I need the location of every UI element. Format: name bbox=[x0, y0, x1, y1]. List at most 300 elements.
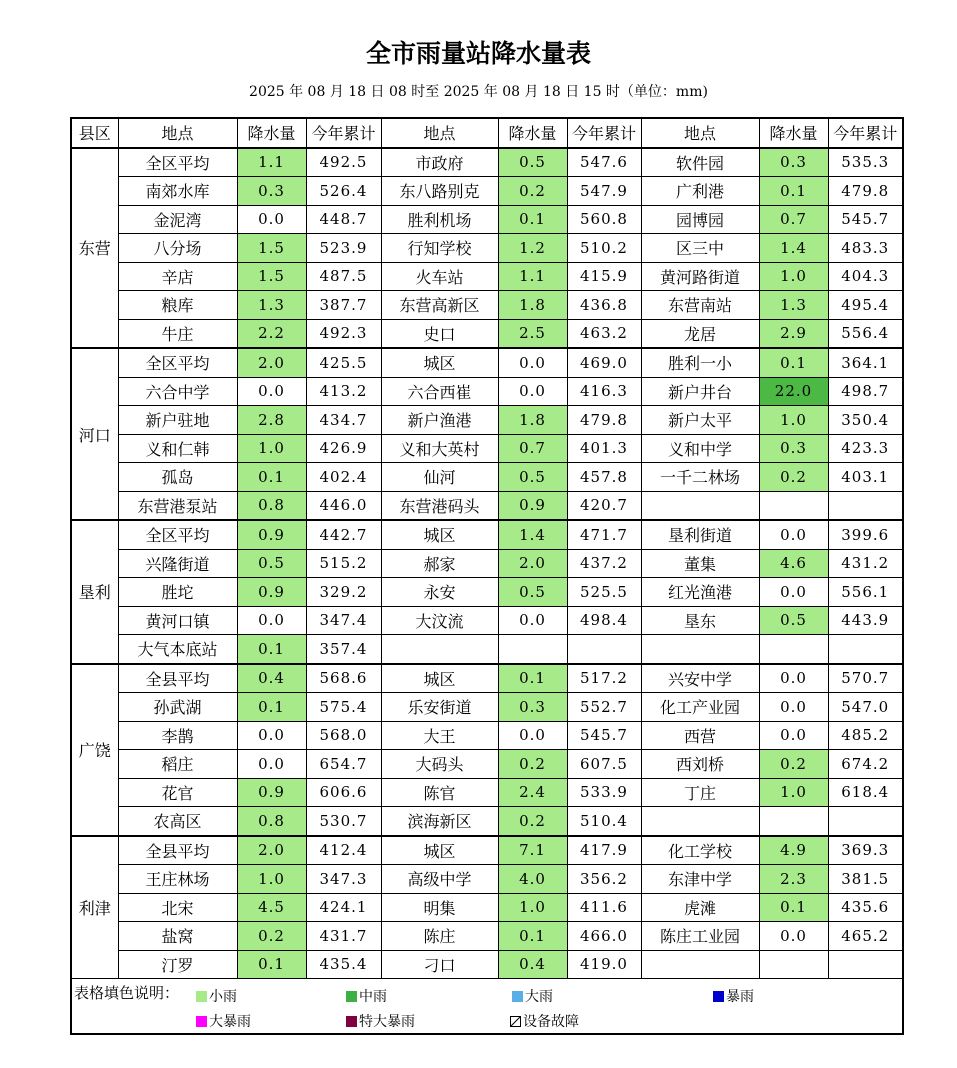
rainfall-value: 2.2 bbox=[237, 319, 306, 348]
table-row bbox=[71, 205, 903, 234]
cumulative-value: 515.2 bbox=[306, 549, 381, 578]
cumulative-value: 435.4 bbox=[306, 950, 381, 979]
legend-item-heavy-rainstorm bbox=[196, 1011, 251, 1031]
cumulative-value: 606.6 bbox=[306, 778, 381, 807]
station-name: 仙河 bbox=[381, 463, 498, 492]
header-row bbox=[71, 118, 903, 148]
cumulative-value: 465.2 bbox=[828, 922, 903, 951]
rainfall-value: 2.0 bbox=[237, 836, 306, 865]
cumulative-value: 415.9 bbox=[567, 262, 641, 291]
station-name: 大王 bbox=[381, 721, 498, 750]
cumulative-value: 411.6 bbox=[567, 893, 641, 922]
average-label: 全县平均 bbox=[118, 664, 237, 693]
cumulative-value: 471.7 bbox=[567, 520, 641, 549]
rainfall-value: 0.0 bbox=[237, 750, 306, 779]
rainfall-value: 0.1 bbox=[498, 922, 567, 951]
header-rainfall: 降水量 bbox=[498, 118, 567, 148]
rainfall-value: 0.1 bbox=[498, 205, 567, 234]
rainfall-value: 1.3 bbox=[759, 291, 828, 320]
cumulative-value: 423.3 bbox=[828, 434, 903, 463]
rainfall-value: 1.0 bbox=[498, 893, 567, 922]
station-name: 胜利机场 bbox=[381, 205, 498, 234]
cumulative-value: 568.0 bbox=[306, 721, 381, 750]
cumulative-value: 545.7 bbox=[828, 205, 903, 234]
station-name: 六合西崔 bbox=[381, 377, 498, 406]
rainfall-value: 0.1 bbox=[498, 664, 567, 693]
cumulative-value: 417.9 bbox=[567, 836, 641, 865]
cumulative-value: 419.0 bbox=[567, 950, 641, 979]
cumulative-value: 402.4 bbox=[306, 463, 381, 492]
station-name: 火车站 bbox=[381, 262, 498, 291]
table-row bbox=[71, 750, 903, 779]
legend-label: 表格填色说明： bbox=[74, 984, 180, 1002]
cumulative-value: 466.0 bbox=[567, 922, 641, 951]
station-name: 东营高新区 bbox=[381, 291, 498, 320]
table-row bbox=[71, 778, 903, 807]
rainfall-value: 1.0 bbox=[237, 865, 306, 894]
table-row bbox=[71, 291, 903, 320]
cumulative-value: 545.7 bbox=[567, 721, 641, 750]
station-name: 高级中学 bbox=[381, 865, 498, 894]
station-name: 孤岛 bbox=[118, 463, 237, 492]
station-name: 新户太平 bbox=[641, 406, 759, 435]
legend-item-label: 大雨 bbox=[525, 989, 553, 1005]
station-name bbox=[381, 635, 498, 664]
station-name: 园博园 bbox=[641, 205, 759, 234]
cumulative-value: 426.9 bbox=[306, 434, 381, 463]
table-row bbox=[71, 406, 903, 435]
station-name: 东营南站 bbox=[641, 291, 759, 320]
rainfall-value: 0.1 bbox=[237, 693, 306, 722]
heavy-rainstorm-swatch bbox=[196, 1016, 207, 1027]
station-name: 义和中学 bbox=[641, 434, 759, 463]
cumulative-value: 552.7 bbox=[567, 693, 641, 722]
station-name: 软件园 bbox=[641, 148, 759, 177]
time-range-subtitle: 2025 年 08 月 18 日 08 时至 2025 年 08 月 18 日 15 时（单位：mm) bbox=[249, 84, 708, 100]
rainstorm-swatch bbox=[713, 991, 724, 1002]
station-name: 稻庄 bbox=[118, 750, 237, 779]
extreme-rainstorm-swatch bbox=[346, 1016, 357, 1027]
rainfall-value bbox=[759, 807, 828, 836]
legend-row bbox=[71, 979, 903, 1035]
table-row bbox=[71, 950, 903, 979]
station-name: 东八路别克 bbox=[381, 177, 498, 206]
table-row bbox=[71, 234, 903, 263]
table-row bbox=[71, 922, 903, 951]
rainfall-value: 0.5 bbox=[498, 148, 567, 177]
table-row bbox=[71, 807, 903, 836]
cumulative-value: 413.2 bbox=[306, 377, 381, 406]
station-name: 陈庄工业园 bbox=[641, 922, 759, 951]
cumulative-value: 412.4 bbox=[306, 836, 381, 865]
cumulative-value: 401.3 bbox=[567, 434, 641, 463]
rainfall-value: 0.9 bbox=[237, 578, 306, 607]
cumulative-value: 329.2 bbox=[306, 578, 381, 607]
cumulative-value: 517.2 bbox=[567, 664, 641, 693]
cumulative-value bbox=[828, 807, 903, 836]
table-row bbox=[71, 549, 903, 578]
station-name: 胜利一小 bbox=[641, 348, 759, 377]
county-cell: 广饶 bbox=[71, 664, 118, 836]
table-row bbox=[71, 865, 903, 894]
rainfall-table bbox=[70, 117, 904, 1035]
rainfall-value: 0.0 bbox=[498, 721, 567, 750]
cumulative-value: 437.2 bbox=[567, 549, 641, 578]
table-row bbox=[71, 262, 903, 291]
cumulative-value: 420.7 bbox=[567, 491, 641, 520]
cumulative-value: 547.6 bbox=[567, 148, 641, 177]
rainfall-value: 1.0 bbox=[759, 406, 828, 435]
legend-item-label: 大暴雨 bbox=[209, 1014, 251, 1030]
rainfall-value: 0.0 bbox=[759, 520, 828, 549]
rainfall-value bbox=[498, 635, 567, 664]
rainfall-value: 0.9 bbox=[498, 491, 567, 520]
station-name: 六合中学 bbox=[118, 377, 237, 406]
table-row bbox=[71, 491, 903, 520]
rainfall-value: 0.3 bbox=[759, 434, 828, 463]
rainfall-value: 0.3 bbox=[498, 693, 567, 722]
rainfall-value: 0.5 bbox=[498, 578, 567, 607]
station-name: 新户渔港 bbox=[381, 406, 498, 435]
rainfall-value: 2.9 bbox=[759, 319, 828, 348]
rainfall-value: 0.2 bbox=[498, 177, 567, 206]
rainfall-value: 0.2 bbox=[759, 463, 828, 492]
station-name: 红光渔港 bbox=[641, 578, 759, 607]
station-name bbox=[641, 635, 759, 664]
table-row bbox=[71, 578, 903, 607]
rainfall-value: 1.1 bbox=[237, 148, 306, 177]
station-name: 永安 bbox=[381, 578, 498, 607]
station-name: 垦利街道 bbox=[641, 520, 759, 549]
station-name: 东津中学 bbox=[641, 865, 759, 894]
station-name: 乐安街道 bbox=[381, 693, 498, 722]
station-name: 南郊水库 bbox=[118, 177, 237, 206]
cumulative-value: 570.7 bbox=[828, 664, 903, 693]
station-name: 城区 bbox=[381, 520, 498, 549]
cumulative-value: 479.8 bbox=[567, 406, 641, 435]
station-name: 城区 bbox=[381, 836, 498, 865]
cumulative-value: 485.2 bbox=[828, 721, 903, 750]
rainfall-value: 2.5 bbox=[498, 319, 567, 348]
table-row bbox=[71, 635, 903, 664]
rainfall-value: 1.2 bbox=[498, 234, 567, 263]
rainfall-value: 1.0 bbox=[759, 778, 828, 807]
station-name: 新户驻地 bbox=[118, 406, 237, 435]
cumulative-value: 498.7 bbox=[828, 377, 903, 406]
cumulative-value: 364.1 bbox=[828, 348, 903, 377]
legend-cell bbox=[71, 979, 903, 1035]
cumulative-value: 403.1 bbox=[828, 463, 903, 492]
station-name: 刁口 bbox=[381, 950, 498, 979]
station-name: 八分场 bbox=[118, 234, 237, 263]
station-name: 化工产业园 bbox=[641, 693, 759, 722]
legend-item-label: 小雨 bbox=[209, 989, 237, 1005]
station-name: 兴隆街道 bbox=[118, 549, 237, 578]
station-name: 粮库 bbox=[118, 291, 237, 320]
station-name: 董集 bbox=[641, 549, 759, 578]
rainfall-value bbox=[759, 635, 828, 664]
station-name: 郝家 bbox=[381, 549, 498, 578]
cumulative-value: 387.7 bbox=[306, 291, 381, 320]
rainfall-value: 0.9 bbox=[237, 778, 306, 807]
rainfall-value: 0.1 bbox=[759, 893, 828, 922]
rainfall-value: 0.8 bbox=[237, 807, 306, 836]
station-name: 西营 bbox=[641, 721, 759, 750]
cumulative-value: 674.2 bbox=[828, 750, 903, 779]
rainfall-value: 0.0 bbox=[759, 664, 828, 693]
station-name: 义和大英村 bbox=[381, 434, 498, 463]
header-cumulative: 今年累计 bbox=[306, 118, 381, 148]
legend-item-moderate-rain bbox=[346, 986, 387, 1006]
station-name: 大码头 bbox=[381, 750, 498, 779]
station-name: 黄河口镇 bbox=[118, 606, 237, 635]
legend-item-rainstorm bbox=[713, 986, 754, 1006]
rainfall-value: 0.0 bbox=[759, 922, 828, 951]
rainfall-value: 0.3 bbox=[237, 177, 306, 206]
table-row bbox=[71, 377, 903, 406]
station-name bbox=[641, 491, 759, 520]
rainfall-value: 0.4 bbox=[237, 664, 306, 693]
cumulative-value: 442.7 bbox=[306, 520, 381, 549]
cumulative-value: 399.6 bbox=[828, 520, 903, 549]
rainfall-value: 0.0 bbox=[759, 693, 828, 722]
cumulative-value: 357.4 bbox=[306, 635, 381, 664]
station-name: 一千二林场 bbox=[641, 463, 759, 492]
cumulative-value: 607.5 bbox=[567, 750, 641, 779]
cumulative-value: 498.4 bbox=[567, 606, 641, 635]
rainfall-value: 0.2 bbox=[498, 750, 567, 779]
cumulative-value: 463.2 bbox=[567, 319, 641, 348]
station-name: 西刘桥 bbox=[641, 750, 759, 779]
rainfall-value: 0.5 bbox=[237, 549, 306, 578]
rainfall-value: 1.5 bbox=[237, 234, 306, 263]
light-rain-swatch bbox=[196, 991, 207, 1002]
cumulative-value: 495.4 bbox=[828, 291, 903, 320]
cumulative-value bbox=[828, 950, 903, 979]
table-row bbox=[71, 348, 903, 377]
table-row bbox=[71, 721, 903, 750]
header-cumulative: 今年累计 bbox=[828, 118, 903, 148]
rainfall-value: 0.0 bbox=[237, 205, 306, 234]
county-cell: 垦利 bbox=[71, 520, 118, 664]
station-name: 胜坨 bbox=[118, 578, 237, 607]
rainfall-value: 2.4 bbox=[498, 778, 567, 807]
rainfall-value: 0.0 bbox=[498, 377, 567, 406]
table-row bbox=[71, 148, 903, 177]
rainfall-value: 0.1 bbox=[237, 463, 306, 492]
station-name: 东营港码头 bbox=[381, 491, 498, 520]
table-row bbox=[71, 606, 903, 635]
station-name: 城区 bbox=[381, 664, 498, 693]
cumulative-value: 483.3 bbox=[828, 234, 903, 263]
cumulative-value: 510.2 bbox=[567, 234, 641, 263]
rainfall-value: 1.3 bbox=[237, 291, 306, 320]
rainfall-value: 4.5 bbox=[237, 893, 306, 922]
rainfall-value: 0.0 bbox=[498, 348, 567, 377]
station-name: 化工学校 bbox=[641, 836, 759, 865]
header-location: 地点 bbox=[118, 118, 237, 148]
rainfall-value: 0.2 bbox=[498, 807, 567, 836]
rainfall-value: 0.8 bbox=[237, 491, 306, 520]
rainfall-value: 0.1 bbox=[237, 950, 306, 979]
rainfall-value: 0.7 bbox=[498, 434, 567, 463]
rainfall-value: 1.8 bbox=[498, 406, 567, 435]
cumulative-value: 431.2 bbox=[828, 549, 903, 578]
cumulative-value: 425.5 bbox=[306, 348, 381, 377]
station-name: 义和仁韩 bbox=[118, 434, 237, 463]
legend-item-extreme-rainstorm bbox=[346, 1011, 415, 1031]
legend-item-label: 设备故障 bbox=[523, 1014, 579, 1030]
rainfall-value: 0.0 bbox=[237, 606, 306, 635]
table-row bbox=[71, 319, 903, 348]
rainfall-value: 1.1 bbox=[498, 262, 567, 291]
station-name bbox=[641, 950, 759, 979]
rainfall-value: 0.7 bbox=[759, 205, 828, 234]
cumulative-value bbox=[828, 491, 903, 520]
station-name: 丁庄 bbox=[641, 778, 759, 807]
cumulative-value: 434.7 bbox=[306, 406, 381, 435]
cumulative-value: 523.9 bbox=[306, 234, 381, 263]
cumulative-value: 492.5 bbox=[306, 148, 381, 177]
rainfall-value: 0.2 bbox=[759, 750, 828, 779]
average-label: 全区平均 bbox=[118, 520, 237, 549]
cumulative-value: 356.2 bbox=[567, 865, 641, 894]
cumulative-value: 510.4 bbox=[567, 807, 641, 836]
cumulative-value: 556.1 bbox=[828, 578, 903, 607]
station-name: 李鹊 bbox=[118, 721, 237, 750]
station-name: 北宋 bbox=[118, 893, 237, 922]
legend-item-label: 特大暴雨 bbox=[359, 1014, 415, 1030]
cumulative-value: 369.3 bbox=[828, 836, 903, 865]
moderate-rain-swatch bbox=[346, 991, 357, 1002]
rainfall-value: 1.0 bbox=[237, 434, 306, 463]
rainfall-value: 2.0 bbox=[237, 348, 306, 377]
cumulative-value: 479.8 bbox=[828, 177, 903, 206]
station-name: 市政府 bbox=[381, 148, 498, 177]
station-name: 牛庄 bbox=[118, 319, 237, 348]
station-name: 垦东 bbox=[641, 606, 759, 635]
average-label: 全县平均 bbox=[118, 836, 237, 865]
rainfall-value: 0.0 bbox=[759, 721, 828, 750]
cumulative-value: 469.0 bbox=[567, 348, 641, 377]
legend-item-label: 中雨 bbox=[359, 989, 387, 1005]
cumulative-value: 556.4 bbox=[828, 319, 903, 348]
rainfall-value: 0.2 bbox=[237, 922, 306, 951]
station-name: 城区 bbox=[381, 348, 498, 377]
station-name: 大汶流 bbox=[381, 606, 498, 635]
table-row bbox=[71, 693, 903, 722]
station-name bbox=[641, 807, 759, 836]
cumulative-value: 530.7 bbox=[306, 807, 381, 836]
cumulative-value: 443.9 bbox=[828, 606, 903, 635]
average-label: 全区平均 bbox=[118, 148, 237, 177]
cumulative-value: 575.4 bbox=[306, 693, 381, 722]
cumulative-value: 457.8 bbox=[567, 463, 641, 492]
rainfall-value: 2.3 bbox=[759, 865, 828, 894]
cumulative-value: 347.3 bbox=[306, 865, 381, 894]
rainfall-value bbox=[759, 491, 828, 520]
cumulative-value: 654.7 bbox=[306, 750, 381, 779]
cumulative-value: 424.1 bbox=[306, 893, 381, 922]
rainfall-value: 1.4 bbox=[759, 234, 828, 263]
page-title: 全市雨量站降水量表 bbox=[365, 39, 591, 68]
cumulative-value bbox=[567, 635, 641, 664]
average-label: 全区平均 bbox=[118, 348, 237, 377]
header-location: 地点 bbox=[641, 118, 759, 148]
rainfall-value: 0.0 bbox=[759, 578, 828, 607]
cumulative-value: 568.6 bbox=[306, 664, 381, 693]
station-name: 黄河路街道 bbox=[641, 262, 759, 291]
legend-item-equipment-fault bbox=[510, 1011, 579, 1031]
cumulative-value: 347.4 bbox=[306, 606, 381, 635]
station-name: 滨海新区 bbox=[381, 807, 498, 836]
station-name: 陈庄 bbox=[381, 922, 498, 951]
table-row bbox=[71, 520, 903, 549]
station-name: 大气本底站 bbox=[118, 635, 237, 664]
station-name: 行知学校 bbox=[381, 234, 498, 263]
cumulative-value bbox=[828, 635, 903, 664]
station-name: 盐窝 bbox=[118, 922, 237, 951]
rainfall-value bbox=[759, 950, 828, 979]
rainfall-value: 0.1 bbox=[759, 177, 828, 206]
cumulative-value: 535.3 bbox=[828, 148, 903, 177]
rainfall-value: 0.0 bbox=[237, 377, 306, 406]
rainfall-value: 1.0 bbox=[759, 262, 828, 291]
cumulative-value: 533.9 bbox=[567, 778, 641, 807]
heavy-rain-swatch bbox=[512, 991, 523, 1002]
county-cell: 河口 bbox=[71, 348, 118, 520]
cumulative-value: 560.8 bbox=[567, 205, 641, 234]
equipment-fault-icon bbox=[510, 1016, 521, 1027]
cumulative-value: 404.3 bbox=[828, 262, 903, 291]
station-name: 兴安中学 bbox=[641, 664, 759, 693]
rainfall-value: 0.1 bbox=[759, 348, 828, 377]
station-name: 广利港 bbox=[641, 177, 759, 206]
rainfall-value: 0.0 bbox=[237, 721, 306, 750]
cumulative-value: 431.7 bbox=[306, 922, 381, 951]
station-name: 明集 bbox=[381, 893, 498, 922]
station-name: 孙武湖 bbox=[118, 693, 237, 722]
table-row bbox=[71, 434, 903, 463]
station-name: 新户井台 bbox=[641, 377, 759, 406]
rainfall-value: 0.5 bbox=[498, 463, 567, 492]
table-row bbox=[71, 836, 903, 865]
cumulative-value: 436.8 bbox=[567, 291, 641, 320]
station-name: 陈官 bbox=[381, 778, 498, 807]
rainfall-value: 0.5 bbox=[759, 606, 828, 635]
rainfall-value: 4.0 bbox=[498, 865, 567, 894]
cumulative-value: 446.0 bbox=[306, 491, 381, 520]
station-name: 区三中 bbox=[641, 234, 759, 263]
station-name: 花官 bbox=[118, 778, 237, 807]
rainfall-value: 7.1 bbox=[498, 836, 567, 865]
rainfall-value: 0.1 bbox=[237, 635, 306, 664]
cumulative-value: 547.9 bbox=[567, 177, 641, 206]
rainfall-value: 1.4 bbox=[498, 520, 567, 549]
rainfall-value: 22.0 bbox=[759, 377, 828, 406]
station-name: 龙居 bbox=[641, 319, 759, 348]
rainfall-value: 0.0 bbox=[498, 606, 567, 635]
header-rainfall: 降水量 bbox=[759, 118, 828, 148]
station-name: 辛店 bbox=[118, 262, 237, 291]
rainfall-value: 0.9 bbox=[237, 520, 306, 549]
legend-item-heavy-rain bbox=[512, 986, 553, 1006]
table-row bbox=[71, 177, 903, 206]
cumulative-value: 618.4 bbox=[828, 778, 903, 807]
station-name: 王庄林场 bbox=[118, 865, 237, 894]
rainfall-value: 1.5 bbox=[237, 262, 306, 291]
station-name: 东营港泵站 bbox=[118, 491, 237, 520]
